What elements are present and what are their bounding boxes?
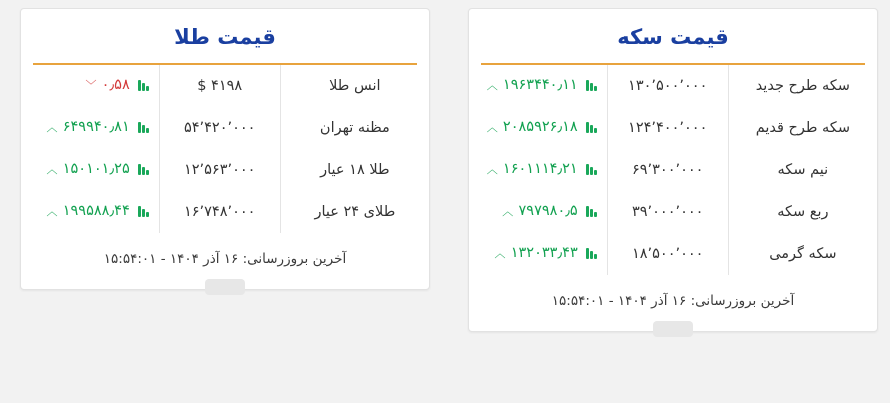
coin-row-price: ۳۹٬۰۰۰٬۰۰۰ bbox=[607, 191, 728, 233]
gold-card-footer-stub bbox=[205, 279, 245, 295]
bar-chart-icon bbox=[135, 205, 149, 217]
bar-chart-icon bbox=[583, 247, 597, 259]
gold-row-price: ۵۴٬۴۲۰٬۰۰۰ bbox=[159, 107, 280, 149]
table-row[interactable] bbox=[469, 149, 877, 191]
coin-row-price: ۱۸٬۵۰۰٬۰۰۰ bbox=[607, 233, 728, 275]
coin-row-change bbox=[469, 65, 607, 107]
gold-change-value: ۶۴۹۹۴۰٫۸۱ bbox=[62, 119, 130, 135]
coin-row-name: ربع سکه bbox=[777, 204, 829, 220]
table-row[interactable] bbox=[21, 65, 429, 107]
coin-card-title: قیمت سکه bbox=[617, 25, 729, 49]
coin-last-updated: آخرین بروزرسانی: ۱۶ آذر ۱۴۰۴ - ۱۵:۵۴:۰۱ bbox=[551, 293, 795, 309]
gold-change-value: ۰٫۵۸ bbox=[101, 77, 130, 93]
arrow-up-icon: ︿ bbox=[494, 246, 506, 260]
arrow-up-icon: ︿ bbox=[502, 204, 514, 218]
arrow-up-icon: ︿ bbox=[486, 120, 498, 134]
coin-row-change bbox=[469, 149, 607, 191]
gold-row-name: طلای ۲۴ عیار bbox=[314, 204, 396, 220]
bar-chart-icon bbox=[583, 205, 597, 217]
arrow-up-icon: ︿ bbox=[486, 78, 498, 92]
gold-row-price: ۴۱۹۸ $ bbox=[159, 65, 280, 107]
table-row[interactable] bbox=[469, 233, 877, 275]
arrow-up-icon: ︿ bbox=[46, 162, 58, 176]
coin-change-value: ۱۹۶۳۴۴۰٫۱۱ bbox=[502, 77, 578, 93]
gold-row-price: ۱۶٬۷۴۸٬۰۰۰ bbox=[159, 191, 280, 233]
bar-chart-icon bbox=[583, 79, 597, 91]
bar-chart-icon bbox=[135, 163, 149, 175]
gold-row-change bbox=[21, 107, 159, 149]
coin-row-price: ۶۹٬۳۰۰٬۰۰۰ bbox=[607, 149, 728, 191]
coin-change-value: ۱۳۲۰۳۳٫۴۳ bbox=[510, 245, 578, 261]
coin-change-value: ۷۹۷۹۸۰٫۵ bbox=[518, 203, 578, 219]
coin-row-price: ۱۳۰٬۵۰۰٬۰۰۰ bbox=[607, 65, 728, 107]
bar-chart-icon bbox=[135, 79, 149, 91]
gold-card-title: قیمت طلا bbox=[174, 25, 276, 49]
bar-chart-icon bbox=[583, 121, 597, 133]
table-row[interactable] bbox=[21, 149, 429, 191]
arrow-up-icon: ︿ bbox=[46, 204, 58, 218]
table-row[interactable] bbox=[469, 107, 877, 149]
coin-row-name: نیم سکه bbox=[777, 162, 829, 178]
coin-card-footer-stub bbox=[653, 321, 693, 337]
coin-row-name: سکه طرح جدید bbox=[755, 78, 850, 94]
coin-row-name: سکه گرمی bbox=[769, 246, 837, 262]
coin-price-table bbox=[469, 65, 877, 275]
gold-row-change bbox=[21, 191, 159, 233]
gold-row-change bbox=[21, 149, 159, 191]
gold-change-value: ۱۵۰۱۰۱٫۲۵ bbox=[62, 161, 130, 177]
table-row[interactable] bbox=[469, 191, 877, 233]
coin-card-header bbox=[481, 9, 865, 65]
bar-chart-icon bbox=[583, 163, 597, 175]
gold-row-change bbox=[21, 65, 159, 107]
arrow-down-icon: ﹀ bbox=[85, 78, 97, 92]
table-row[interactable] bbox=[469, 65, 877, 107]
table-row[interactable] bbox=[21, 191, 429, 233]
gold-price-card bbox=[20, 8, 430, 290]
gold-price-table bbox=[21, 65, 429, 233]
gold-last-updated: آخرین بروزرسانی: ۱۶ آذر ۱۴۰۴ - ۱۵:۵۴:۰۱ bbox=[103, 251, 347, 267]
coin-change-value: ۱۶۰۱۱۱۴٫۲۱ bbox=[502, 161, 578, 177]
coin-row-change bbox=[469, 107, 607, 149]
table-row[interactable] bbox=[21, 107, 429, 149]
gold-row-name: طلا ۱۸ عیار bbox=[320, 162, 390, 178]
coin-row-name: سکه طرح قدیم bbox=[755, 120, 850, 136]
bar-chart-icon bbox=[135, 121, 149, 133]
gold-row-name: انس طلا bbox=[329, 78, 381, 94]
coin-row-change bbox=[469, 191, 607, 233]
gold-change-value: ۱۹۹۵۸۸٫۴۴ bbox=[62, 203, 130, 219]
arrow-up-icon: ︿ bbox=[486, 162, 498, 176]
coin-row-price: ۱۲۴٬۴۰۰٬۰۰۰ bbox=[607, 107, 728, 149]
arrow-up-icon: ︿ bbox=[46, 120, 58, 134]
gold-card-header bbox=[33, 9, 417, 65]
gold-row-name: مظنه تهران bbox=[319, 120, 390, 136]
gold-row-price: ۱۲٬۵۶۳٬۰۰۰ bbox=[159, 149, 280, 191]
coin-change-value: ۲۰۸۵۹۲۶٫۱۸ bbox=[502, 119, 578, 135]
coin-price-card bbox=[468, 8, 878, 332]
coin-row-change bbox=[469, 233, 607, 275]
